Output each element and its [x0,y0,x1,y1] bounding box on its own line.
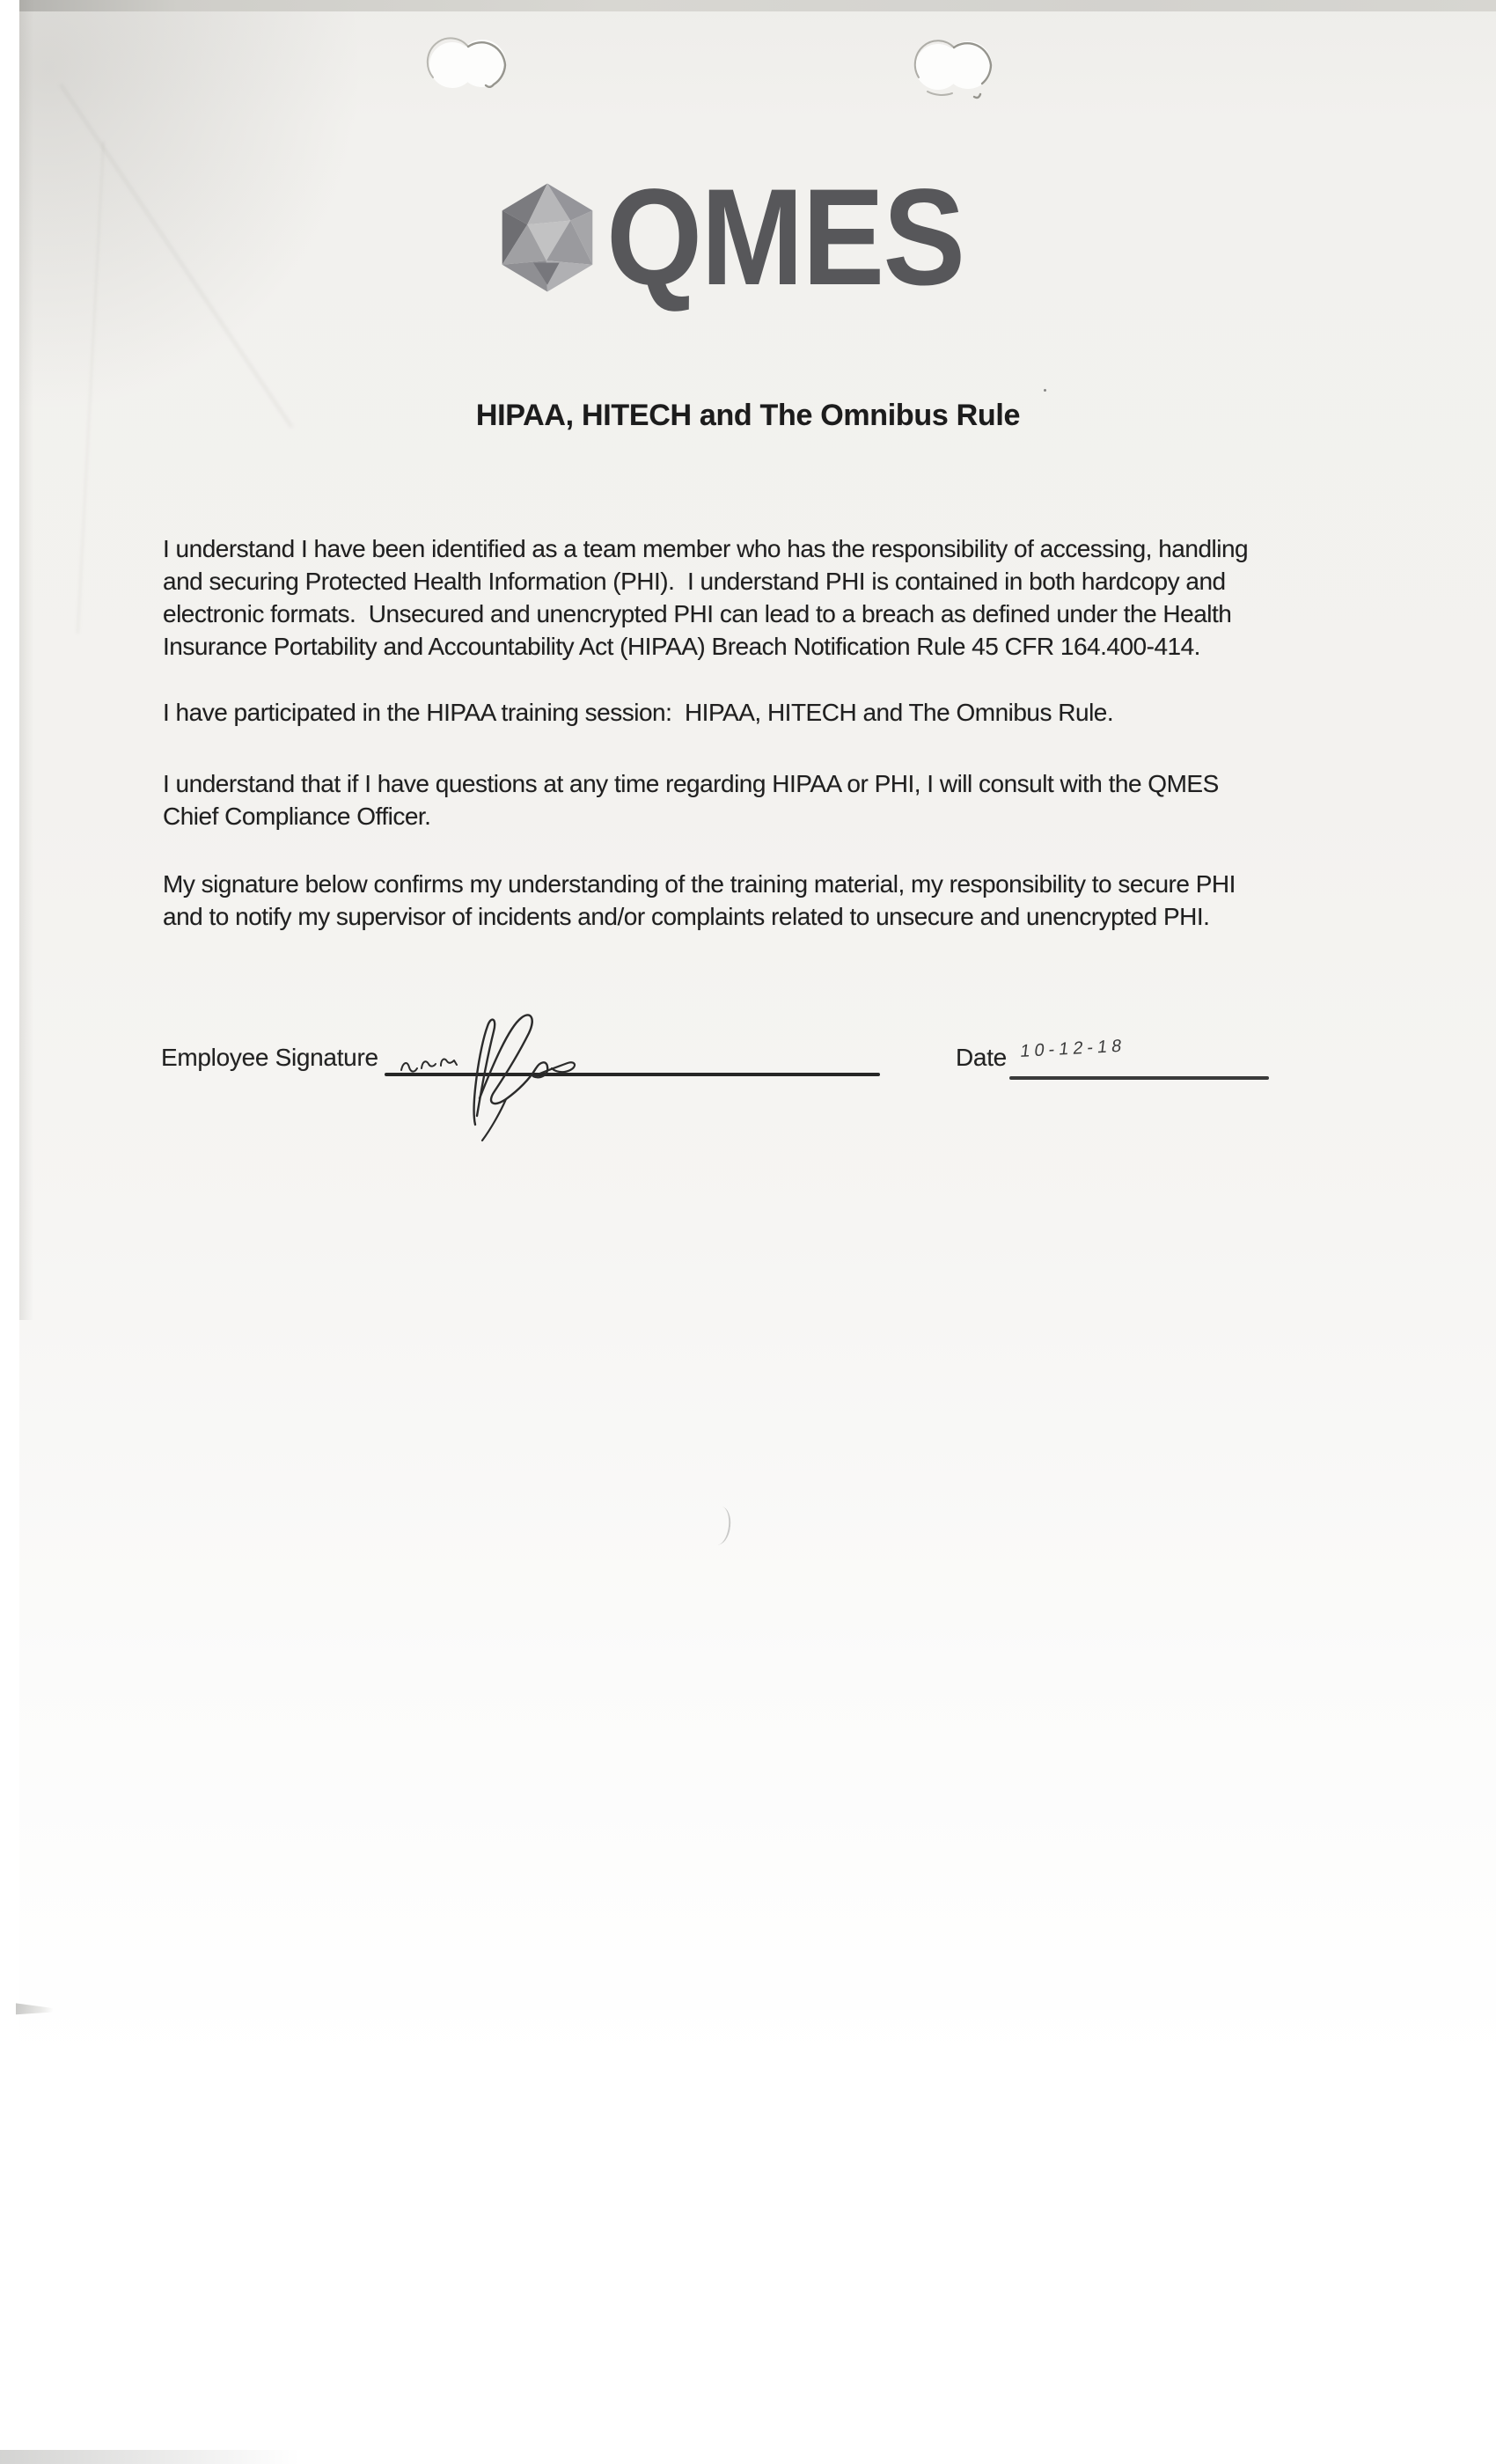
document-title: HIPAA, HITECH and The Omnibus Rule [475,399,1021,432]
qmes-wordmark: QMES [606,161,964,314]
date-label: Date [956,1044,1007,1071]
text-line: My signature below confirms my understanding of the training material, my responsibility to secure PHI [163,870,1236,898]
paragraph-4 [163,868,1236,933]
paragraph-2 [163,696,1113,729]
punch-hole-mark [912,28,1000,100]
text-line: I understand I have been identified as a team member who has the responsibility of accessing, handling [163,535,1249,562]
scan-corner-shadow [0,0,405,458]
scan-left-edge [0,0,19,2464]
stray-pen-mark [710,1506,732,1546]
text-line: electronic formats. Unsecured and unencrypted PHI can lead to a breach as defined under the Health [163,600,1232,627]
text-line: and securing Protected Health Information (PHI). I understand PHI is contained in both hardcopy and [163,568,1226,595]
scan-bottom-edge [0,2450,299,2464]
paragraph-1 [163,532,1248,663]
text-line: I have participated in the HIPAA training session: HIPAA, HITECH and The Omnibus Rule. [163,699,1114,726]
text-line: and to notify my supervisor of incidents and/or complaints related to unsecure and unencrypted PHI. [163,903,1210,930]
scan-left-edge-shadow [19,0,33,1320]
edge-smudge-mark [16,2001,53,2015]
text-line: Chief Compliance Officer. [163,803,431,830]
employee-signature-scrawl [392,1008,586,1149]
employee-signature-label: Employee Signature [161,1044,378,1071]
punch-hole-mark [426,26,514,99]
date-line [1009,1076,1269,1080]
handwritten-date: 10-12-18 [1019,1036,1127,1061]
scan-speck [1044,389,1046,392]
paragraph-3 [163,767,1219,832]
text-line: I understand that if I have questions at any time regarding HIPAA or PHI, I will consult with the QMES [163,770,1219,797]
qmes-gem-icon [497,180,598,295]
qmes-logo [497,161,1003,314]
text-line: Insurance Portability and Accountability Act (HIPAA) Breach Notification Rule 45 CFR 164.400-414. [163,633,1200,660]
scan-top-edge [19,0,1496,11]
